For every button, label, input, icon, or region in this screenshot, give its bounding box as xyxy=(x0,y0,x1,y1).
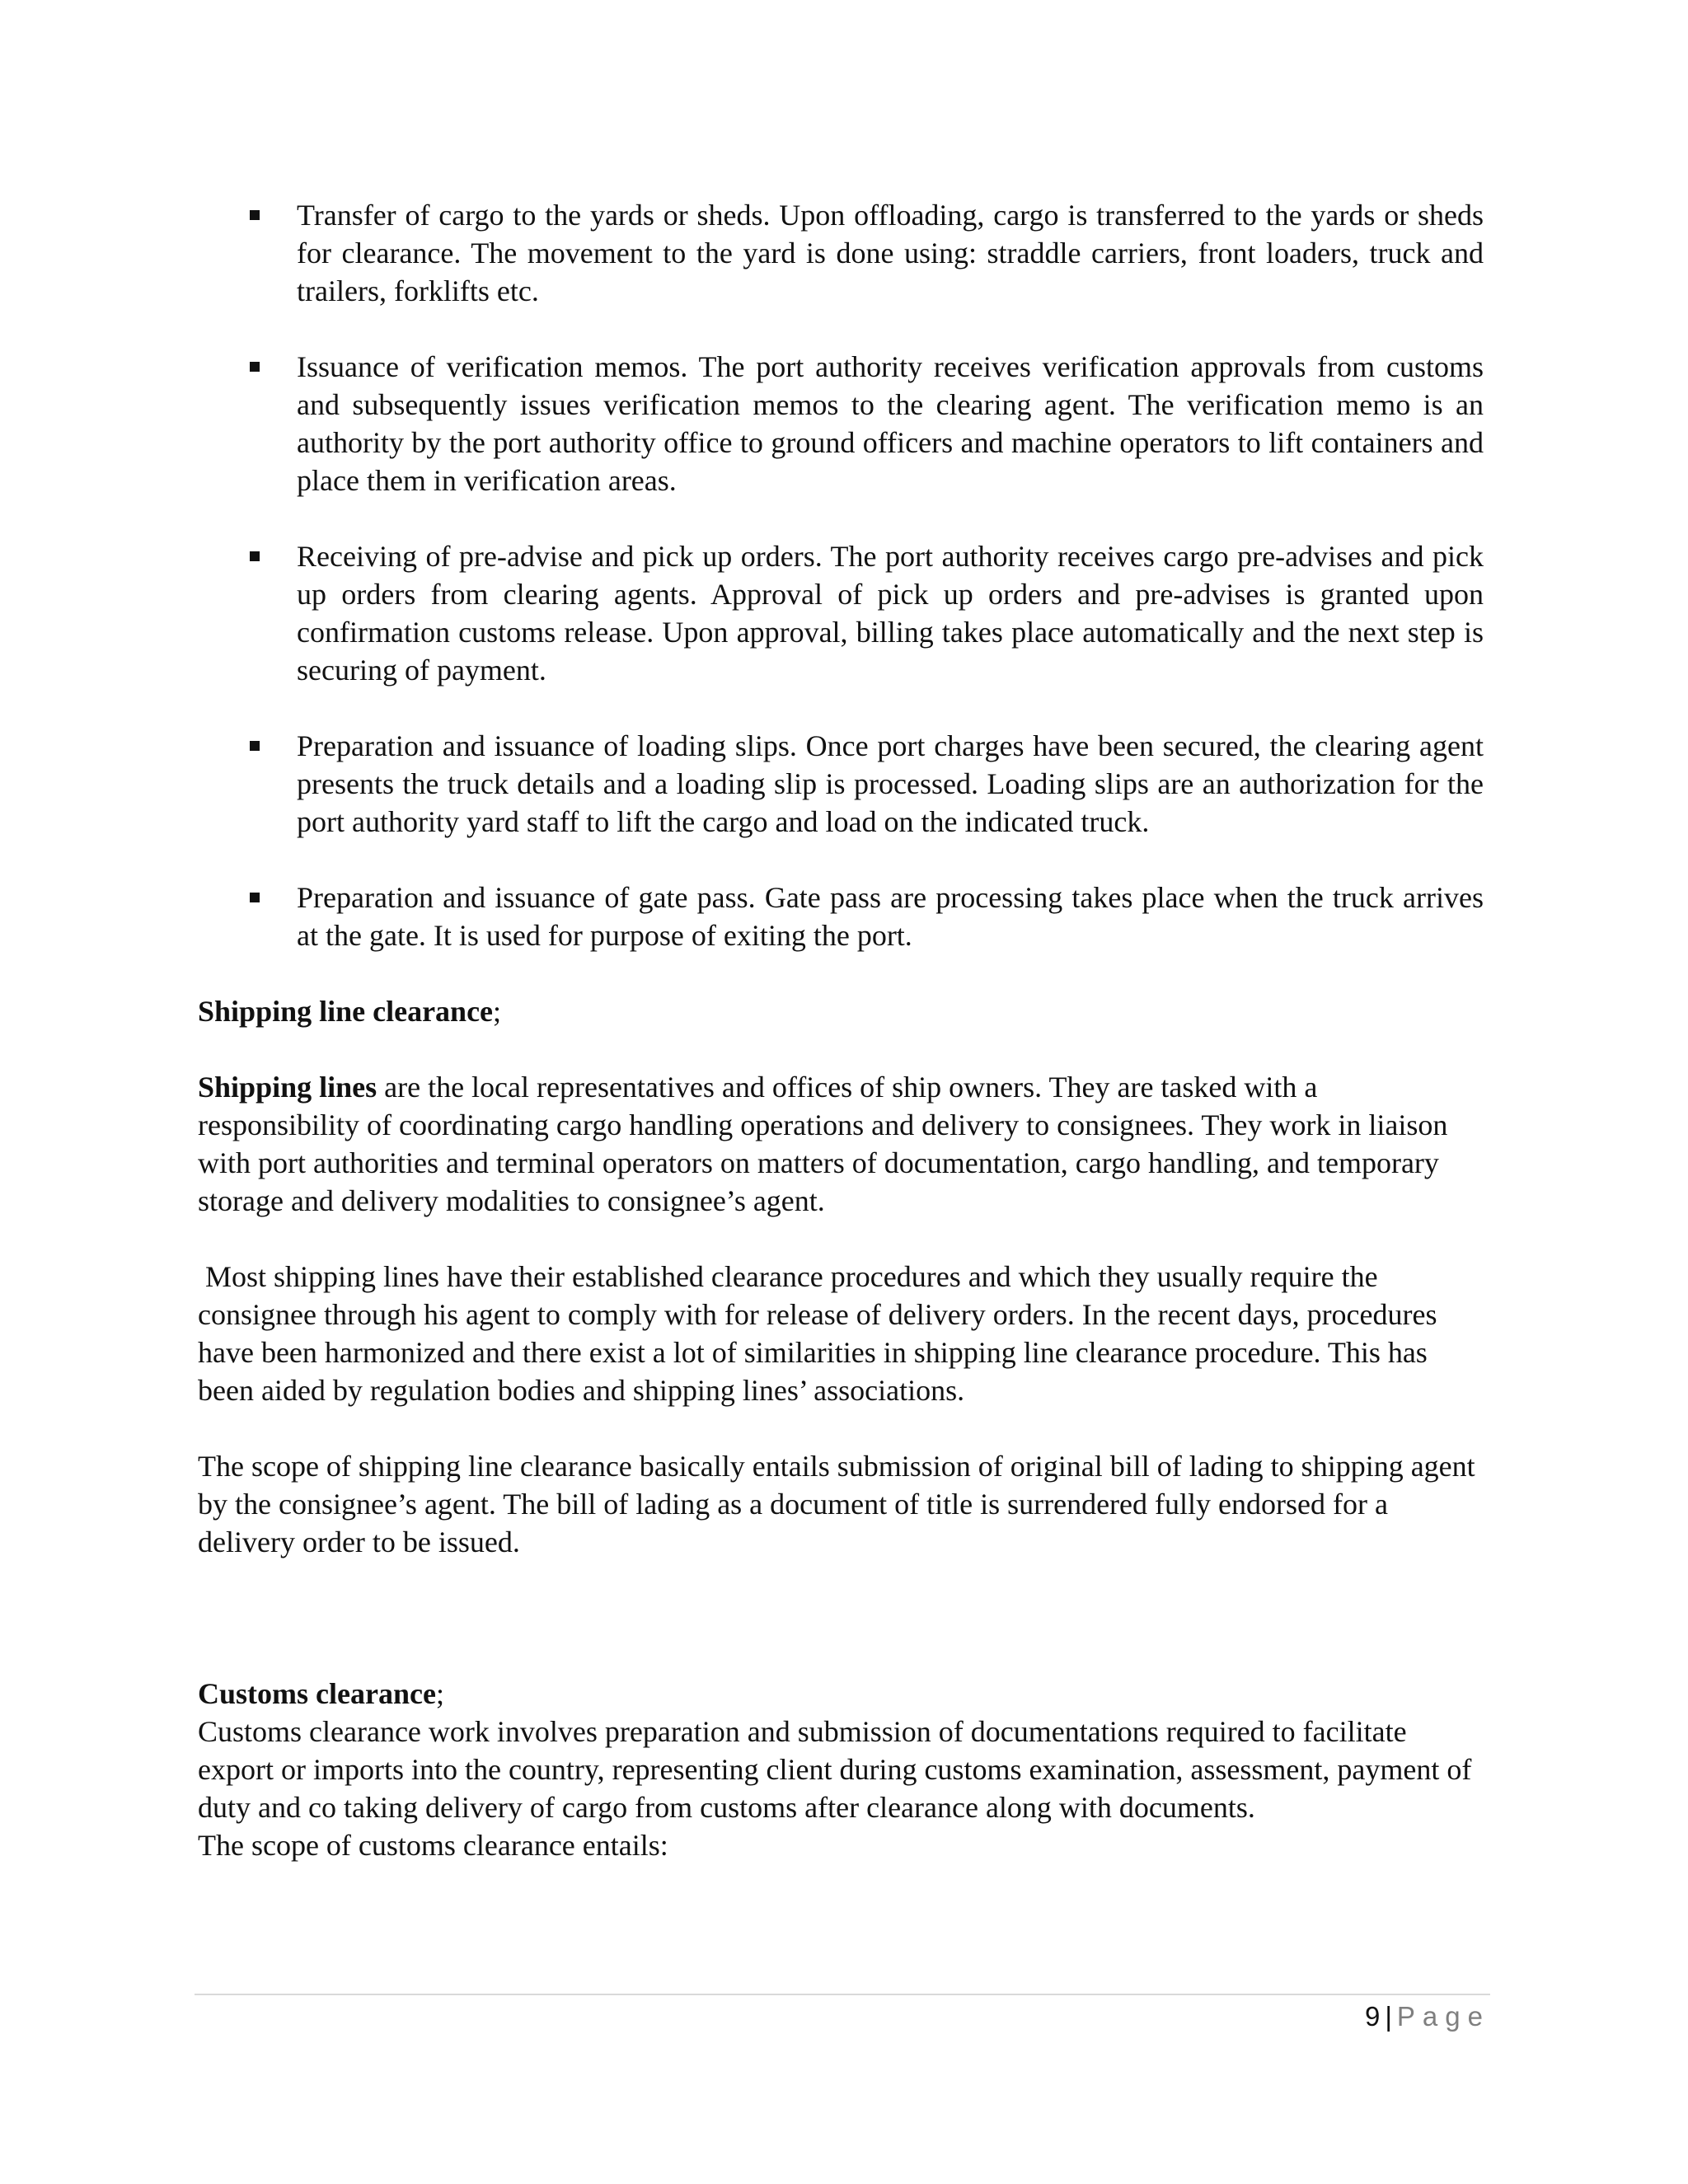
list-item-text: Transfer of cargo to the yards or sheds. Upon offloading, cargo is transferred to the yards or sheds for clearance. The movement to the yard is done using: straddle carriers, front loaders, truck and trailers, forklifts etc. xyxy=(297,199,1484,307)
page-footer xyxy=(1365,1999,1490,2035)
list-item-text: Receiving of pre-advise and pick up orders. The port authority receives cargo pre-advises and pick up orders from clearing agents. Approval of pick up orders and pre-advises is granted upon confirmation customs release. Upon approval, billing takes place automatically and the next step is securing of payment. xyxy=(297,540,1484,687)
square-bullet-icon xyxy=(250,741,260,751)
shipping-paragraph-1-text: are the local representatives and offices of ship owners. They are tasked with a responsibility of coordinating cargo handling operations and delivery to consignees. They work in liaison with port authorities and terminal operators on matters of documentation, cargo handling, and temporary storage and delivery modalities to consignee’s agent. xyxy=(198,1071,1448,1217)
footer-divider xyxy=(195,1994,1490,1995)
page-content xyxy=(198,196,1484,1864)
shipping-heading-text: Shipping line clearance xyxy=(198,995,494,1028)
shipping-paragraph-1 xyxy=(198,1068,1484,1220)
footer-separator: | xyxy=(1385,2001,1392,2032)
list-item xyxy=(198,196,1484,310)
customs-section-heading xyxy=(198,1675,1484,1713)
port-authority-steps-list xyxy=(198,196,1484,954)
list-item xyxy=(198,537,1484,689)
customs-heading-punct: ; xyxy=(435,1677,444,1710)
page-label: Page xyxy=(1396,2001,1490,2032)
customs-paragraph-2: The scope of customs clearance entails: xyxy=(198,1829,668,1862)
shipping-heading-punct: ; xyxy=(493,995,502,1028)
square-bullet-icon xyxy=(250,551,260,561)
list-item xyxy=(198,727,1484,841)
list-item xyxy=(198,348,1484,499)
list-item-text: Preparation and issuance of loading slips. Once port charges have been secured, the clearing agent presents the truck details and a loading slip is processed. Loading slips are an authorization for the port authority yard staff to lift the cargo and load on the indicated truck. xyxy=(297,729,1484,838)
shipping-lines-term: Shipping lines xyxy=(198,1071,377,1104)
square-bullet-icon xyxy=(250,893,260,902)
customs-paragraph-1: Customs clearance work involves preparation and submission of documentations required to facilitate export or imports into the country, representing client during customs examination, assessment, payment of duty and co taking delivery of cargo from customs after clearance along with documents. xyxy=(198,1715,1472,1824)
shipping-paragraph-2 xyxy=(198,1258,1484,1409)
square-bullet-icon xyxy=(250,362,260,372)
shipping-section-heading xyxy=(198,992,1484,1030)
shipping-paragraph-3-text: The scope of shipping line clearance basically entails submission of original bill of lading to shipping agent by the consignee’s agent. The bill of lading as a document of title is surrendered fully endorsed for a delivery order to be issued. xyxy=(198,1450,1475,1558)
list-item xyxy=(198,879,1484,954)
customs-heading-text: Customs clearance xyxy=(198,1677,436,1710)
shipping-paragraph-2-text: Most shipping lines have their established clearance procedures and which they usually require the consignee through his agent to comply with for release of delivery orders. In the recent days, procedures have been harmonized and there exist a lot of similarities in shipping line clearance procedure. This has been aided by regulation bodies and shipping lines’ associations. xyxy=(198,1260,1437,1407)
list-item-text: Issuance of verification memos. The port authority receives verification approvals from customs and subsequently issues verification memos to the clearing agent. The verification memo is an authority by the port authority office to ground officers and machine operators to lift containers and place them in verification areas. xyxy=(297,350,1484,497)
square-bullet-icon xyxy=(250,210,260,220)
section-spacer xyxy=(198,1599,1484,1675)
shipping-paragraph-3 xyxy=(198,1447,1484,1561)
list-item-text: Preparation and issuance of gate pass. Gate pass are processing takes place when the truck arrives at the gate. It is used for purpose of exiting the port. xyxy=(297,881,1484,952)
page-number: 9 xyxy=(1364,2001,1381,2032)
